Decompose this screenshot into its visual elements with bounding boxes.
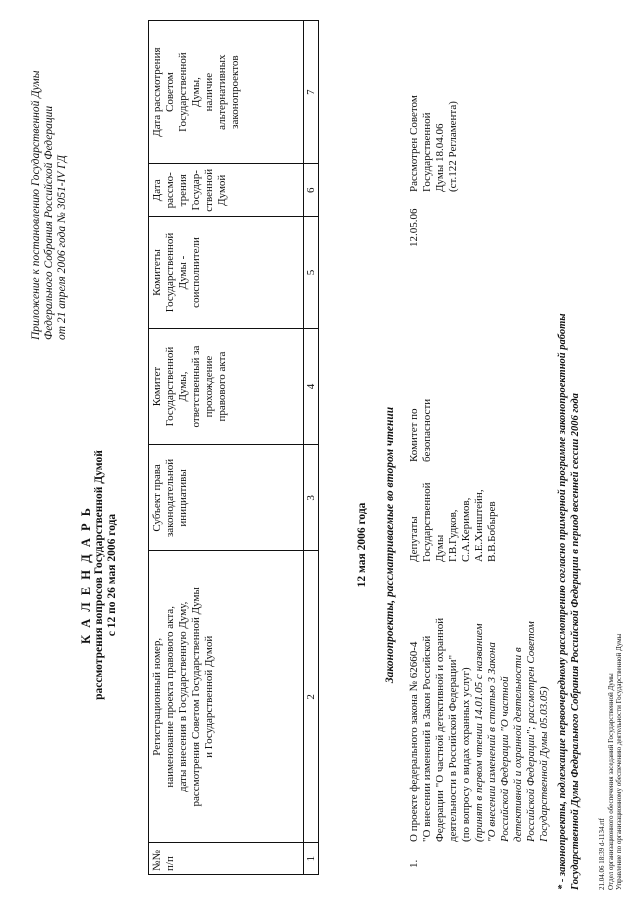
appendix-line-1: Приложение к постановлению Государственной Думы [30,70,42,340]
header-cell-committee [149,328,304,445]
appendix-line-2: Федерального Собрания Российской Федерации [43,105,55,340]
row-subject: Депутаты Государственной Думы Г.В.Гудков, С.А.Керимов, А.Е.Хинштейн, В.В.Бобырев [408,482,498,562]
calendar-table [148,20,319,875]
header-duma-date-text: Дата рассмо- трения Государ- ственной Думой [151,168,228,212]
header-cell-description [149,551,304,843]
header-cell-number [149,843,304,875]
row-duma-date: 12.05.06 [408,208,420,247]
appendix-note [30,40,69,340]
office-notes [598,30,624,890]
office-line-1: 21.04.06 18:39 d-1134.rtf [598,818,606,890]
header-description-text: Регистрационный номер, наименование проекта правового акта, даты внесения в Государственную Думу, рассмотрения Советом Государственной Думы и Государственной Думой [151,587,215,807]
header-subject-text: Субъект права законодательной инициативы [151,458,189,538]
section-date: 12 мая 2006 года [356,502,368,588]
document-title [80,310,119,840]
row-council: Рассмотрен Советом Государственной Думы 18.04.06 (ст.122 Регламента) [408,95,459,192]
row-number: 1. [408,859,420,868]
office-line-2: Отдел организационного обеспечения заседаний Государственной Думы [606,673,615,890]
column-number: 6 [304,164,319,217]
title-period: с 12 по 26 мая 2006 года [106,513,118,637]
row-committee: Комитет по безопасности [408,398,433,462]
title-heading: К А Л Е Н Д А Р Ь [79,506,93,644]
header-cell-duma-date [149,164,304,217]
row-description [408,572,551,842]
footnote: * - законопроекты, подлежащие первоочередному рассмотрению согласно примерной программе законопроектной работы Государственной Думы Федерального Собрания Российской Федерации в период весенней сессии 2006 года [557,313,581,890]
title-subheading: рассмотрения вопросов Государственной Думой [93,450,105,700]
column-number: 5 [304,217,319,328]
header-cell-subject [149,445,304,551]
column-number: 2 [304,551,319,843]
table-header-row [149,21,304,875]
header-council-date-text: Дата рассмотрения Советом Государственной Думы, наличие альтернативных законопроектов [151,47,241,137]
header-committee-text: Комитет Государственной Думы, ответственный за прохождение правового акта [151,345,228,428]
column-number: 4 [304,328,319,445]
row-description-text: О проекте федерального закона № 62660-4 "О внесении изменений в Закон Российской Федерации "О частной детективной и охранной деятельности в Российской Федерации" (по вопросу о видах охранных услуг) [408,617,472,842]
column-number: 1 [304,843,319,875]
column-number: 3 [304,445,319,551]
header-coexecutors-text: Комитеты Государственной Думы - соисполнители [151,232,202,313]
office-line-3: Управление по организационному обеспечению деятельности Государственной Думы [615,633,623,890]
header-cell-coexecutors [149,217,304,328]
header-number-text: №№ п/п [151,850,176,871]
column-number-row [304,21,319,875]
header-cell-council-date [149,21,304,164]
row-description-note: (принят в первом чтении 14.01.05 с названием "О внесении изменений в статью 3 Закона Российской Федерации "О частной детективной и охранной деятельности в Российской Федерации"; рассмотрен Советом Государственной Думы 05.03.05) [473,621,550,842]
appendix-line-3: от 21 апреля 2006 года № 3051-IV ГД [56,155,68,340]
section-heading: Законопроекты, рассматриваемые во втором чтении [384,406,396,684]
column-number: 7 [304,21,319,164]
